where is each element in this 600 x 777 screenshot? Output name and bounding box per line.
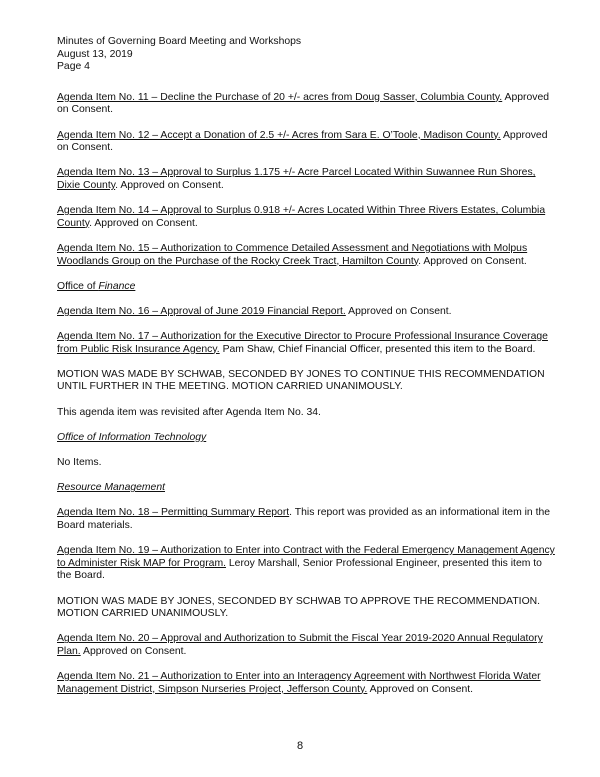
- agenda-item-result: Pam Shaw, Chief Financial Officer, presented this item to the Board.: [222, 343, 536, 355]
- agenda-item-result: Approved on Consent.: [57, 91, 550, 116]
- agenda-item-17: [57, 331, 557, 356]
- agenda-item-title: Agenda Item No. 12 – Accept a Donation of 2.5 +/- Acres from Sara E. O’Toole, Madison County.: [57, 129, 501, 141]
- agenda-item-title: Agenda Item No. 21 – Authorization to Enter into an Interagency Agreement with Northwest Florida Water Management District, Simpson Nurseries Project, Jefferson County.: [57, 671, 541, 695]
- agenda-item-result: Approved on Consent.: [57, 129, 548, 154]
- agenda-item-21: [57, 671, 557, 696]
- agenda-item-title: Agenda Item No. 19 – Authorization to Enter into Contract with the Federal Emergency Management Agency to Administer Risk MAP for Program.: [57, 545, 555, 569]
- no-items-text: No Items.: [57, 457, 102, 468]
- revisit-note: This agenda item was revisited after Agenda Item No. 34.: [57, 406, 321, 418]
- agenda-item-title: Agenda Item No. 11 – Decline the Purchase of 20 +/- acres from Doug Sasser, Columbia County.: [57, 91, 503, 103]
- agenda-item-title: Agenda Item No. 20 – Approval and Authorization to Submit the Fiscal Year 2019-2020 Annual Regulatory Plan.: [57, 633, 543, 657]
- agenda-item-title: Agenda Item No. 15 – Authorization to Commence Detailed Assessment and Negotiations with Molpus Woodlands Group on the Purchase of the Rocky Creek Tract, Hamilton County: [57, 242, 528, 267]
- document-header: [57, 36, 557, 74]
- header-date: August 13, 2019: [57, 48, 133, 60]
- agenda-item-title: Agenda Item No. 16 – Approval of June 2019 Financial Report.: [57, 305, 346, 317]
- agenda-item-result: Approved on Consent.: [83, 645, 187, 657]
- agenda-item-result: Approved on Consent.: [348, 305, 452, 317]
- agenda-item-title: Agenda Item No. 17 – Authorization for the Executive Director to Procure Professional Insurance Coverage from Public Risk Insurance Agency.: [57, 331, 548, 355]
- document-page: [57, 36, 557, 709]
- agenda-item-result: Approved on Consent.: [94, 217, 198, 229]
- agenda-item-result: Approved on Consent.: [423, 255, 527, 267]
- header-title: Minutes of Governing Board Meeting and Workshops: [57, 36, 302, 47]
- agenda-item-15: Agenda Item No. 15 – Authorization to Commence Detailed Assessment and Negotiations with Molpus Woodlands Group on the Purchase of the Rocky Creek Tract, Hamilton County. Approved on Consent.: [57, 242, 528, 267]
- header-page: Page 4: [57, 61, 90, 73]
- agenda-item-11: [57, 92, 557, 117]
- agenda-item-14: Agenda Item No. 14 – Approval to Surplus 0.918 +/- Acres Located Within Three Rivers Estates, Columbia County. Approved on Consent.: [57, 205, 546, 229]
- agenda-item-16: [57, 306, 557, 319]
- agenda-item-20: [57, 633, 557, 658]
- agenda-item-13: Agenda Item No. 13 – Approval to Surplus 1.175 +/- Acre Parcel Located Within Suwannee Run Shores, Dixie County. Approved on Consent.: [57, 167, 536, 191]
- agenda-item-title: Agenda Item No. 18 – Permitting Summary Report: [57, 507, 290, 519]
- agenda-item-result: Approved on Consent.: [120, 179, 224, 191]
- agenda-item-19: [57, 545, 557, 583]
- agenda-item-result: This report was provided as an informational item in the Board materials.: [57, 507, 551, 531]
- motion-1: MOTION WAS MADE BY SCHWAB, SECONDED BY JONES TO CONTINUE THIS RECOMMENDATION UNTIL FURTHER IN THE MEETING. MOTION CARRIED UNANIMOUSLY.: [57, 368, 545, 393]
- page-number: 8: [296, 740, 304, 752]
- agenda-item-title: Agenda Item No. 13 – Approval to Surplus 1.175 +/- Acre Parcel Located Within Suwannee Run Shores, Dixie County: [57, 167, 536, 191]
- agenda-item-18: Agenda Item No. 18 – Permitting Summary Report. This report was provided as an informational item in the Board materials.: [57, 507, 551, 531]
- motion-2: MOTION WAS MADE BY JONES, SECONDED BY SCHWAB TO APPROVE THE RECOMMENDATION. MOTION CARRIED UNANIMOUSLY.: [57, 595, 541, 620]
- section-heading-it: Office of Information Technology: [57, 431, 207, 443]
- agenda-item-12: [57, 130, 557, 155]
- agenda-item-title: Agenda Item No. 14 – Approval to Surplus 0.918 +/- Acres Located Within Three Rivers Estates, Columbia County: [57, 205, 546, 229]
- section-heading-finance: Office of Finance: [57, 280, 136, 292]
- agenda-item-result: Approved on Consent.: [369, 683, 474, 695]
- section-heading-resource-management: Resource Management: [57, 482, 166, 494]
- agenda-item-result: Leroy Marshall, Senior Professional Engineer, presented this item to the Board.: [57, 557, 542, 582]
